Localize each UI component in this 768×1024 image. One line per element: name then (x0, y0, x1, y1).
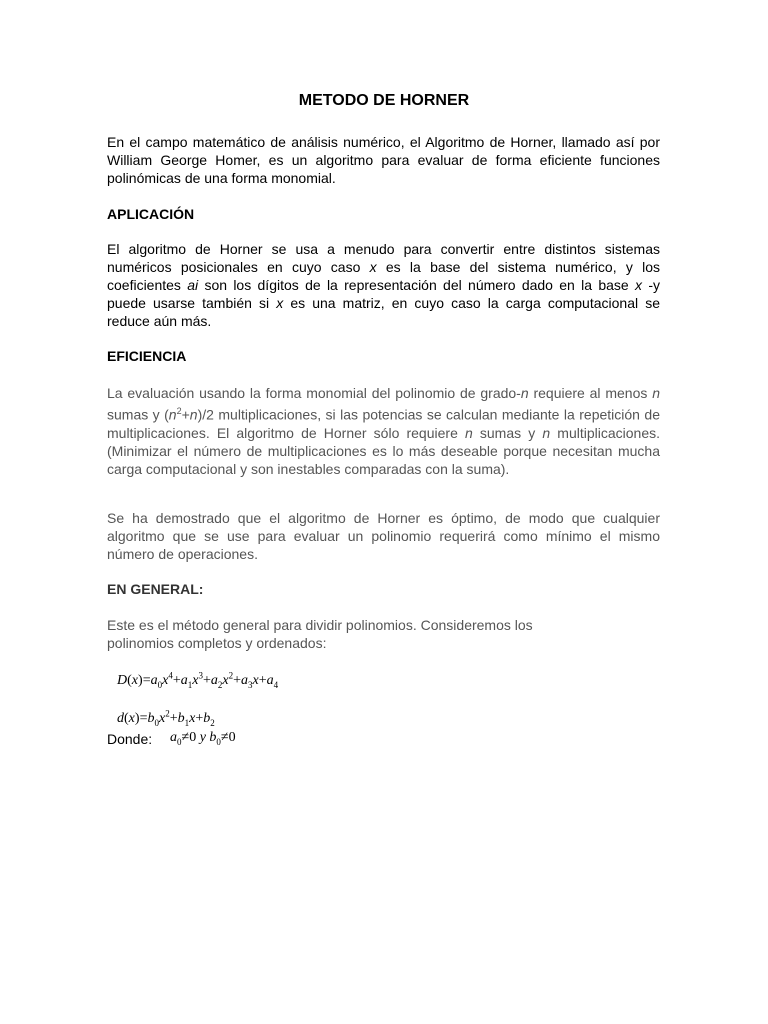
eficiencia-paragraph-1: La evaluación usando la forma monomial del polinomio de grado-n requiere al menos n sumas y $(n^2+n)/2$ multiplicaciones, si las potencias se calculan mediante la repetición de multiplicaciones. El algoritmo de Horner sólo requiere n sumas y n multiplicaciones. (Minimizar el número de multiplicaciones es lo más deseable porque necesitan mucha carga computacional y son inestables comparadas con la suma). (107, 385, 660, 477)
general-paragraph: Este es el método general para dividir polinomios. Consideremos los polinomios completos y ordenados: (107, 617, 533, 651)
page-title: METODO DE HORNER (298, 92, 470, 109)
aplicacion-paragraph: El algoritmo de Horner se usa a menudo para convertir entre distintos sistemas numéricos posicionales en cuyo caso x es la base del sistema numérico, y los coeficientes ai son los dígitos de la representación del número dado en la base x -y puede usarse también si x es una matriz, en cuyo caso la carga computacional se reduce aún más. (107, 241, 660, 329)
section-general (107, 580, 660, 598)
section-heading-eficiencia: EFICIENCIA (107, 348, 187, 364)
formula-D: $D(x)=a_0x^4+a_1x^3+a_2x^2+a_3x+a_4$ (117, 670, 279, 690)
eficiencia-block-2 (107, 509, 660, 563)
section-heading-aplicacion: APLICACIÓN (107, 206, 195, 222)
eficiencia-block-1 (107, 384, 660, 478)
intro-paragraph: En el campo matemático de análisis numérico, el Algoritmo de Horner, llamado así por William George Homer, es un algoritmo para evaluar de forma eficiente funciones polinómicas de una forma monomial. (107, 134, 660, 186)
donde-label: Donde: (107, 731, 153, 747)
section-aplicacion (107, 205, 660, 223)
eficiencia-paragraph-2: Se ha demostrado que el algoritmo de Horner es óptimo, de modo que cualquier algoritmo que se use para evaluar un polinomio requerirá como mínimo el mismo número de operaciones. (107, 510, 660, 562)
formula-condition: $a_0\ne 0$ y $b_0\ne 0$ (170, 730, 236, 747)
section-eficiencia (107, 347, 660, 365)
aplicacion-block (107, 240, 660, 330)
intro-block (107, 133, 660, 187)
formula-d: $d(x)=b_0x^2+b_1x+b_2$ (117, 708, 215, 728)
general-block (107, 616, 547, 652)
section-heading-general: EN GENERAL: (107, 581, 204, 597)
